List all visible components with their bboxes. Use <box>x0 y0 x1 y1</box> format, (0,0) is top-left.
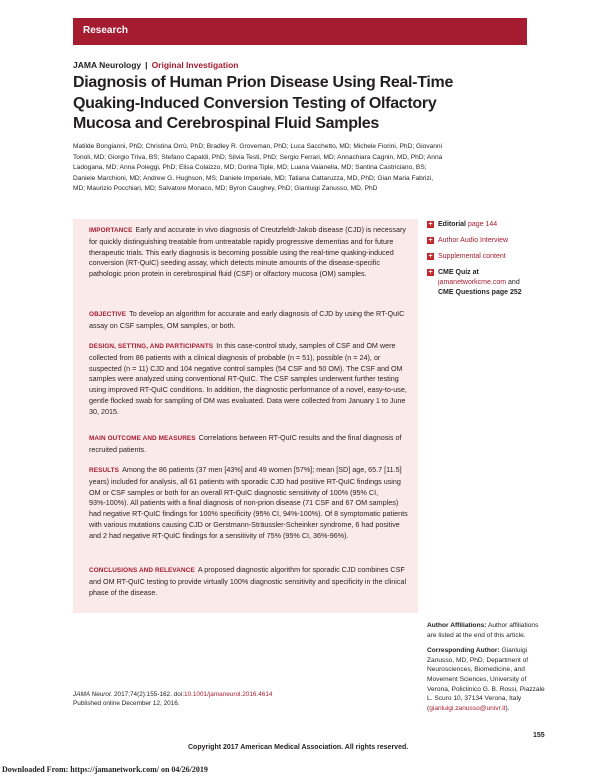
cme-and: and <box>508 279 520 286</box>
article-title: Diagnosis of Human Prion Disease Using Real-Time Quaking-Induced Conversion Testing of Olfactory Mucosa and Cerebrospinal Fluid Samples <box>73 74 454 132</box>
cite-published: Published online December 12, 2016. <box>73 700 180 707</box>
plus-icon: + <box>428 221 433 228</box>
affiliations-block <box>427 621 547 719</box>
plus-icon: + <box>428 269 433 276</box>
audio-label[interactable]: Author Audio Interview <box>438 237 509 244</box>
cme-questions: CME Questions page 252 <box>438 289 522 296</box>
cite-journal: JAMA Neurol. <box>73 691 113 698</box>
abstract-results <box>89 465 409 542</box>
design-text: In this case-control study, samples of CSF and OM were collected from 86 patients with a clinical diagnosis of probable (n = 51), possible (n = 24), or suspected (n = 11) CJD and 104 negative control samples (54 CSF and 50 OM). The CSF and OM samples were analyzed using conventional RT-QuIC. The CSF samples underwent further testing using improved RT-QuIC conditions. In addition, the diagnostic performance of a novel, easy-to-use, gentle flocked swab for sampling of OM was evaluated. Data were collected from January 1 to June 30, 2015. <box>89 341 407 416</box>
editorial-label: Editorial <box>438 221 467 228</box>
corr-email-link[interactable]: gianluigi.zanusso@univr.it <box>429 704 506 712</box>
editorial-page-link[interactable]: page 144 <box>467 221 498 228</box>
conclusions-text: A proposed diagnostic algorithm for sporadic CJD combines CSF and OM RT-QuIC testing to provide virtually 100% diagnostic sensitivity and specificity in the clinical phase of the disease. <box>89 565 407 597</box>
importance-text: Early and accurate in vivo diagnosis of Creutzfeldt-Jakob disease (CJD) is necessary for quickly distinguishing treatable from untreatable rapidly progressive dementias and for future therapeutic trials. This early diagnosis is becoming possible using the real-time quaking-induced conversion (RT-QuIC) seeding assay, which detects minute amounts of the disease-specific pathologic prion protein in cerebrospinal fluid (CSF) or olfactory mucosa (OM) samples. <box>89 225 406 279</box>
cite-ref: 2017;74(2):155-162. doi: <box>113 691 184 698</box>
audio-interview-link[interactable] <box>427 236 547 246</box>
conclusions-heading: CONCLUSIONS AND RELEVANCE <box>89 567 195 574</box>
plus-icon: + <box>428 253 433 260</box>
objective-text: To develop an algorithm for accurate and early diagnosis of CJD by using the RT-QuIC assay on CSF samples, OM samples, or both. <box>89 309 405 330</box>
author-affiliations <box>427 621 547 640</box>
abstract-importance <box>89 225 409 280</box>
supplemental-label[interactable]: Supplemental content <box>438 253 506 260</box>
abstract-outcomes <box>89 433 409 456</box>
author-list: Matilde Bongianni, PhD; Christina Orrù, PhD; Bradley R. Groveman, PhD; Luca Sacchetto, MD; Michele Fiorini, PhD; Giovanni Tonoli, MD; Giorgio Triva, BS; Stefano Capaldi, PhD; Silvia Testi, PhD; Sergio Ferrari, MD; Annachiara Cagnin, MD, PhD; Anna Ladogana, MD; Anna Poleggi, PhD; Elisa Colaizzo, MD; Dorina Tiple, MD; Luana Vaianella, MD; Santina Castriciano, BS; Daniele Marchioni, MD; Andrew G. Hughson, MS; Daniele Imperiale, MD; Tatiana Cattaruzza, MD, PhD; Gian Maria Fabrizi, MD; Maurizio Pocchiari, MD; Salvatore Monaco, MD; Byron Caughey, PhD; Gianluigi Zanusso, MD, PhD <box>73 143 443 193</box>
banner-label: Research <box>83 25 129 36</box>
outcomes-heading: MAIN OUTCOME AND MEASURES <box>89 435 196 442</box>
corresponding-author <box>427 646 547 713</box>
cme-label: CME Quiz at <box>438 269 479 276</box>
abstract-box <box>73 219 418 613</box>
abstract-objective <box>89 309 409 332</box>
aff-label: Author Affiliations: <box>427 622 487 629</box>
corr-text: Gianluigi Zanusso, MD, PhD, Department of Neurosciences, Biomedicine, and Movement Sciences, University of Verona, Policlinico G. B. Rossi, Piazzale L. Scuro 10, 37134 Verona, Italy ( <box>427 647 545 712</box>
page-number: 155 <box>533 732 545 739</box>
section-banner <box>73 18 527 45</box>
cme-site-link[interactable]: jamanetworkcme.com <box>438 279 507 286</box>
cme-quiz <box>427 268 547 298</box>
article-type: Original Investigation <box>151 60 239 70</box>
objective-heading: OBJECTIVE <box>89 311 127 318</box>
plus-icon: + <box>428 237 433 244</box>
download-stamp: Downloaded From: https://jamanetwork.com/ on 04/26/2019 <box>2 765 208 774</box>
supplemental-link[interactable] <box>427 252 547 262</box>
corr-label: Corresponding Author: <box>427 647 500 655</box>
design-heading: DESIGN, SETTING, AND PARTICIPANTS <box>89 343 214 350</box>
related-content-sidebar <box>427 220 547 304</box>
doi-link[interactable]: 10.1001/jamaneurol.2016.4614 <box>183 691 273 698</box>
journal-name: JAMA Neurology <box>73 60 142 70</box>
aff-text: Author affiliations are listed at the end of this article. <box>427 622 539 639</box>
outcomes-text: Correlations between RT-QuIC results and the final diagnosis of recruited patients. <box>89 433 402 454</box>
abstract-conclusions <box>89 565 409 598</box>
kicker-separator: | <box>145 60 148 70</box>
citation-block <box>73 690 418 708</box>
abstract-design <box>89 341 409 418</box>
editorial-link[interactable] <box>427 220 547 230</box>
journal-kicker <box>73 60 238 70</box>
results-heading: RESULTS <box>89 467 120 474</box>
copyright-notice: Copyright 2017 American Medical Association. All rights reserved. <box>188 744 409 751</box>
importance-heading: IMPORTANCE <box>89 227 133 234</box>
corr-end: ). <box>505 704 510 712</box>
results-text: Among the 86 patients (37 men [43%] and 49 women [57%]; mean [SD] age, 65.7 [11.5] years) included for analysis, all 61 patients with sporadic CJD had positive RT-QuIC findings using OM or CSF samples or both for an overall RT-QuIC diagnostic sensitivity of 100% (95% CI, 93%-100%). All patients with a final diagnosis of non-prion disease (71 CSF and 67 OM samples) had negative RT-QuIC findings for 100% specificity (95% CI, 94%-100%). Of 8 symptomatic patients with various mutations causing CJD or Gerstmann-Sträussler-Scheinker syndrome, 6 had positive and 2 had negative RT-QuIC findings for a sensitivity of 75% (95% CI, 36%-96%). <box>89 465 408 540</box>
